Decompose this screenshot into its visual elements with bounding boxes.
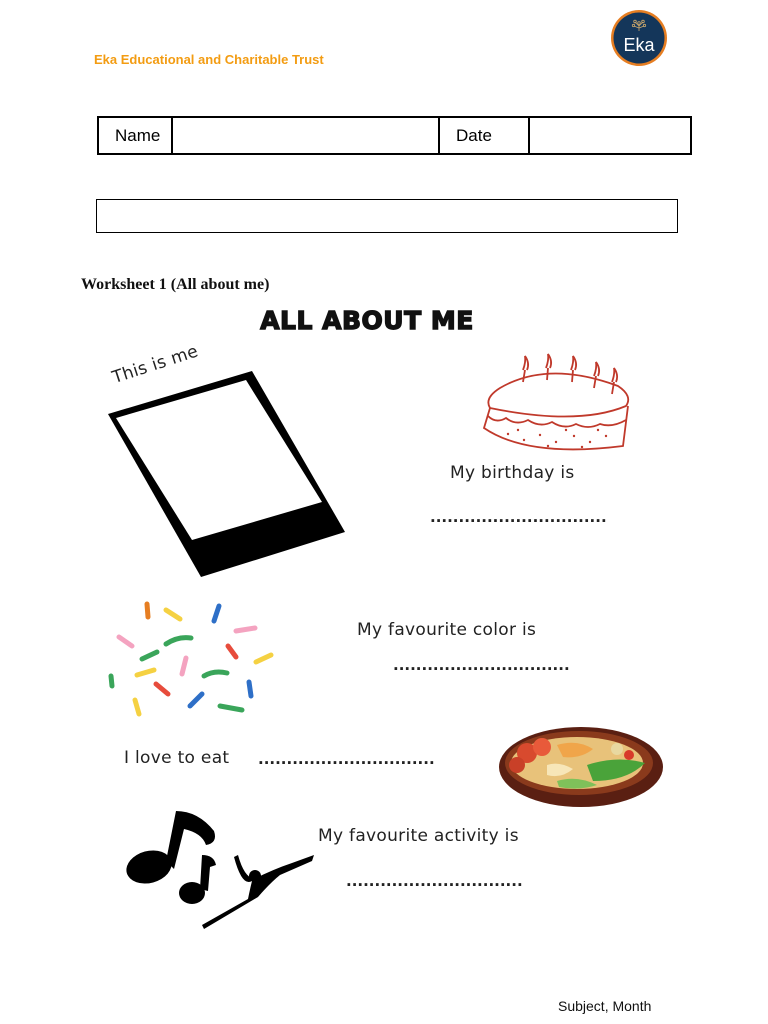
- color-blank[interactable]: ...............................: [393, 656, 570, 674]
- name-field[interactable]: [172, 117, 439, 154]
- music-dance-icon: [122, 803, 322, 933]
- page-heading: ALL ABOUT ME: [260, 306, 474, 335]
- sprinkles-icon: [104, 600, 279, 720]
- color-label: My favourite color is: [357, 620, 537, 640]
- food-label: I love to eat: [124, 748, 230, 768]
- eka-logo: [610, 9, 668, 67]
- date-field[interactable]: [529, 117, 691, 154]
- activity-label: My favourite activity is: [318, 826, 519, 846]
- photo-label: This is me: [109, 341, 201, 388]
- worksheet-title: Worksheet 1 (All about me): [81, 276, 270, 293]
- footer-text: Subject, Month: [558, 998, 652, 1014]
- info-table: [97, 116, 692, 155]
- date-label: Date: [439, 117, 529, 154]
- name-label: Name: [98, 117, 172, 154]
- birthday-label: My birthday is: [450, 463, 575, 483]
- food-blank[interactable]: ...............................: [258, 750, 435, 768]
- logo-text: Eka: [623, 35, 655, 55]
- org-name: Eka Educational and Charitable Trust: [94, 52, 324, 67]
- birthday-cake-icon: [478, 350, 633, 456]
- birthday-blank[interactable]: ...............................: [430, 508, 607, 526]
- photo-frame-icon[interactable]: [100, 366, 352, 582]
- activity-blank[interactable]: ...............................: [346, 872, 523, 890]
- food-bowl-icon: [497, 725, 667, 810]
- blank-entry-box[interactable]: [96, 199, 678, 233]
